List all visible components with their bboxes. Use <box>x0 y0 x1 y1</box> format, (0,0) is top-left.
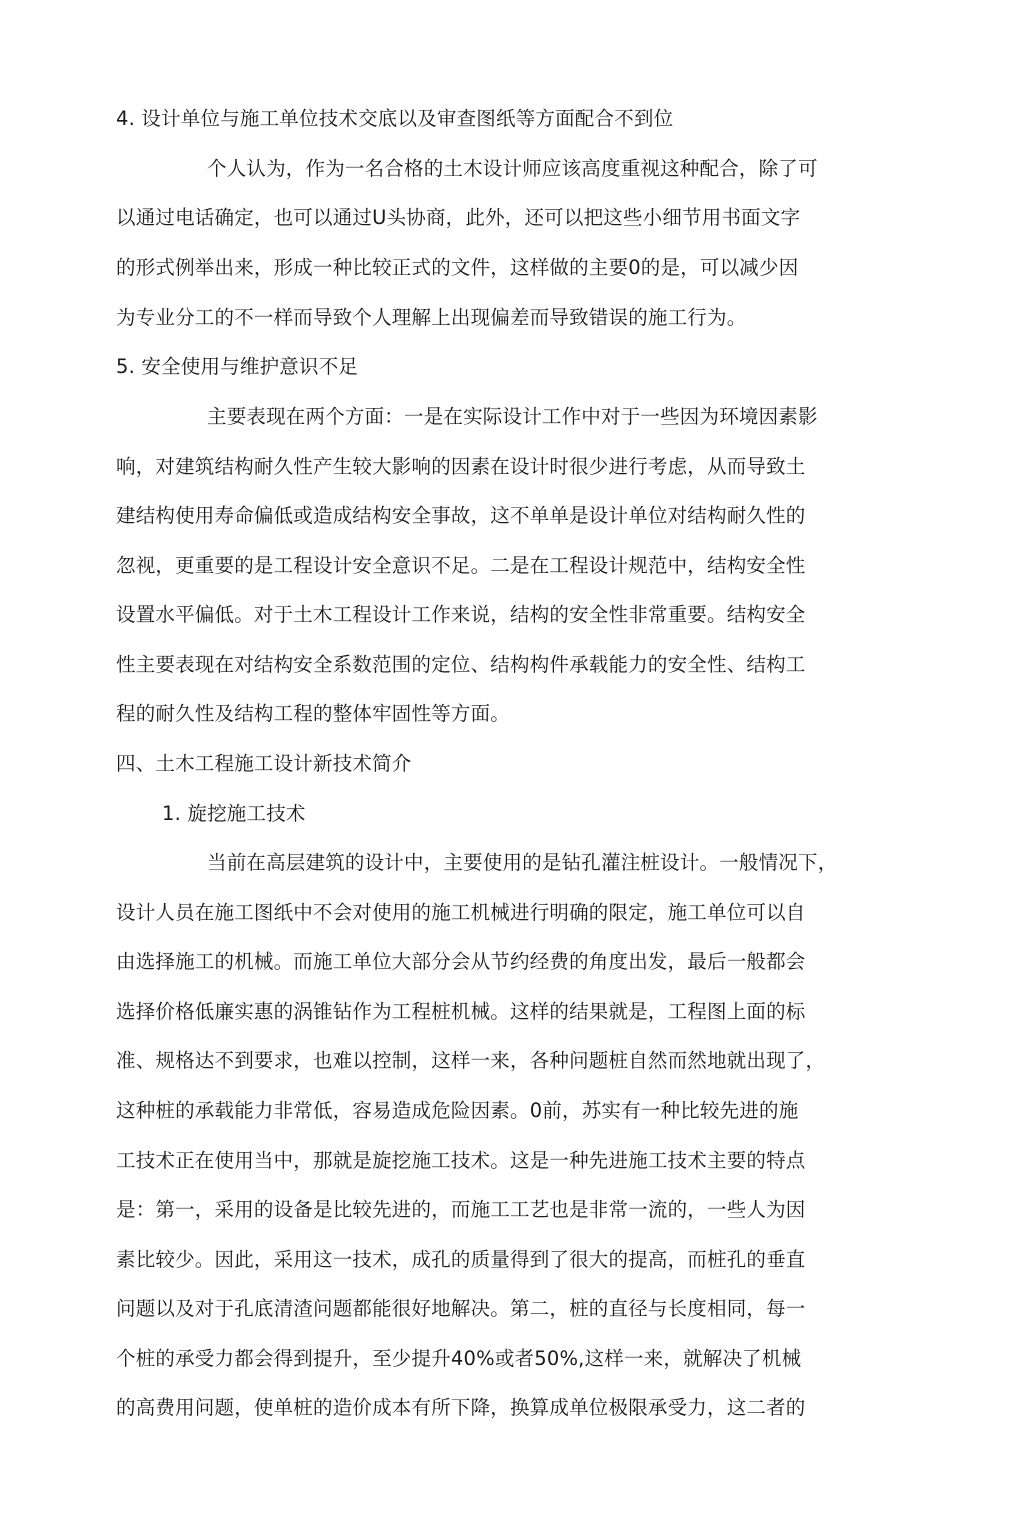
paragraph-line: 是：第一，采用的设备是比较先进的，而施工工艺也是非常一流的，一些人为因 <box>116 1198 806 1221</box>
heading-5: 5. 安全使用与维护意识不足 <box>116 355 359 378</box>
paragraph-line: 问题以及对于孔底清渣问题都能很好地解决。第二，桩的直径与长度相同，每一 <box>116 1297 806 1320</box>
paragraph-line: 这种桩的承载能力非常低，容易造成危险因素。0前，苏实有一种比较先进的施 <box>116 1099 799 1122</box>
paragraph-line: 选择价格低廉实惠的涡锥钻作为工程桩机械。这样的结果就是，工程图上面的标 <box>116 1000 806 1023</box>
paragraph-line: 个人认为，作为一名合格的土木设计师应该高度重视这种配合，除了可 <box>207 157 818 180</box>
paragraph-line: 的高费用问题，使单桩的造价成本有所下降，换算成单位极限承受力，这二者的 <box>116 1396 806 1419</box>
paragraph-line: 由选择施工的机械。而施工单位大部分会从节约经费的角度出发，最后一般都会 <box>116 950 806 973</box>
section-heading: 四、土木工程施工设计新技术简介 <box>116 752 412 775</box>
paragraph-line: 为专业分工的不一样而导致个人理解上出现偏差而导致错误的施工行为。 <box>116 306 747 329</box>
paragraph-line: 工技术正在使用当中，那就是旋挖施工技术。这是一种先进施工技术主要的特点 <box>116 1149 806 1172</box>
heading-4: 4. 设计单位与施工单位技术交底以及审查图纸等方面配合不到位 <box>116 107 674 130</box>
paragraph-line: 的形式例举出来，形成一种比较正式的文件，这样做的主要0的是，可以减少因 <box>116 256 799 279</box>
paragraph-line: 素比较少。因此，采用这一技术，成孔的质量得到了很大的提高，而桩孔的垂直 <box>116 1248 806 1271</box>
paragraph-line: 个桩的承受力都会得到提升，至少提升40%或者50%,这样一来，就解决了机械 <box>116 1347 802 1370</box>
paragraph-line: 以通过电话确定，也可以通过U头协商，此外，还可以把这些小细节用书面文字 <box>116 206 801 229</box>
paragraph-line: 建结构使用寿命偏低或造成结构安全事故，这不单单是设计单位对结构耐久性的 <box>116 504 806 527</box>
paragraph-line: 设计人员在施工图纸中不会对使用的施工机械进行明确的限定，施工单位可以自 <box>116 901 806 924</box>
paragraph-line: 性主要表现在对结构安全系数范围的定位、结构构件承载能力的安全性、结构工 <box>116 653 806 676</box>
subsection-heading: 1. 旋挖施工技术 <box>162 802 306 825</box>
paragraph-line: 准、规格达不到要求，也难以控制，这样一来，各种问题桩自然而然地就出现了， <box>116 1049 826 1072</box>
paragraph-line: 响，对建筑结构耐久性产生较大影响的因素在设计时很少进行考虑，从而导致土 <box>116 455 806 478</box>
paragraph-line: 程的耐久性及结构工程的整体牢固性等方面。 <box>116 702 511 725</box>
paragraph-line: 忽视，更重要的是工程设计安全意识不足。二是在工程设计规范中，结构安全性 <box>116 554 806 577</box>
paragraph-line: 当前在高层建筑的设计中，主要使用的是钻孔灌注桩设计。一般情况下， <box>207 851 838 874</box>
paragraph-line: 设置水平偏低。对于土木工程设计工作来说，结构的安全性非常重要。结构安全 <box>116 603 806 626</box>
paragraph-line: 主要表现在两个方面：一是在实际设计工作中对于一些因为环境因素影 <box>207 405 818 428</box>
